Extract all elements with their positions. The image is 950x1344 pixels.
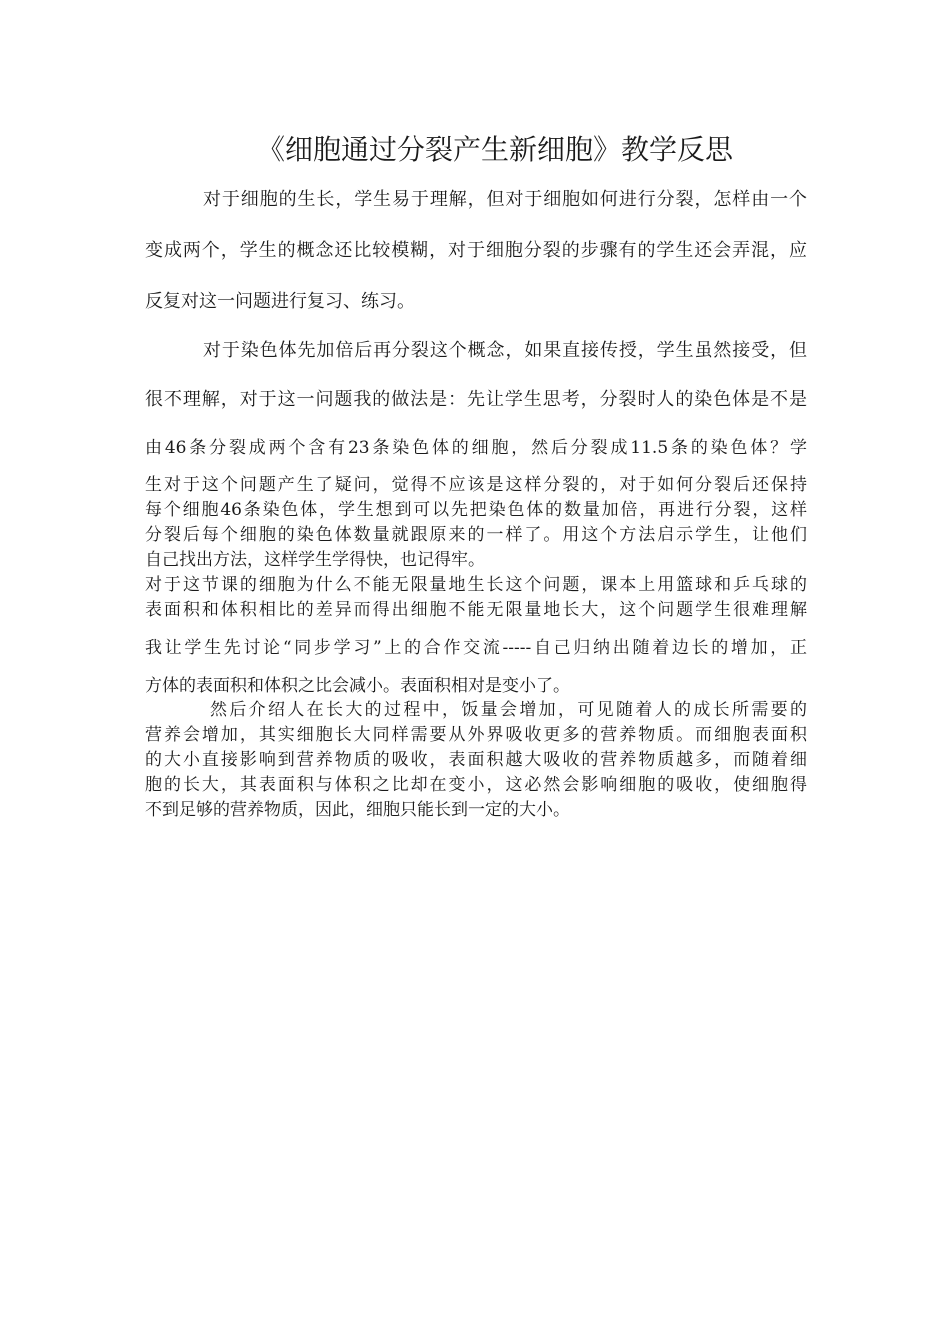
paragraph-4-line-5: 不到足够的营养物质，因此，细胞只能长到一定的大小。: [145, 800, 570, 820]
document-title: 《细胞通过分裂产生新细胞》教学反思: [256, 133, 733, 166]
paragraph-3-line-4: 方体的表面积和体积之比会减小。表面积相对是变小了。: [145, 676, 570, 696]
paragraph-3-line-2: 表面积和体积相比的差异而得出细胞不能无限量地长大，这个问题学生很难理解: [145, 600, 807, 620]
paragraph-2-line-1: 对于染色体先加倍后再分裂这个概念，如果直接传授，学生虽然接受，但: [203, 340, 807, 361]
paragraph-2-line-7: 自己找出方法，这样学生学得快，也记得牢。: [145, 550, 485, 570]
paragraph-3-line-1: 对于这节课的细胞为什么不能无限量地生长这个问题，课本上用篮球和乒乓球的: [145, 575, 807, 595]
paragraph-3-line-3: 我让学生先讨论“同步学习”上的合作交流-----自己归纳出随着边长的增加，正: [145, 638, 807, 658]
paragraph-4-line-4: 胞的长大，其表面积与体积之比却在变小，这必然会影响细胞的吸收，使细胞得: [145, 775, 807, 795]
paragraph-4-line-2: 营养会增加，其实细胞长大同样需要从外界吸收更多的营养物质。而细胞表面积: [145, 725, 807, 745]
paragraph-2-line-3: 由46条分裂成两个含有23条染色体的细胞，然后分裂成11.5条的染色体？学: [145, 438, 807, 458]
paragraph-4-line-1: 然后介绍人在长大的过程中，饭量会增加，可见随着人的成长所需要的: [210, 700, 807, 720]
paragraph-1-line-2: 变成两个，学生的概念还比较模糊，对于细胞分裂的步骤有的学生还会弄混，应: [145, 240, 807, 261]
paragraph-1-line-1: 对于细胞的生长，学生易于理解，但对于细胞如何进行分裂，怎样由一个: [203, 189, 807, 210]
paragraph-1-line-3: 反复对这一问题进行复习、练习。: [145, 291, 415, 312]
paragraph-2-line-4: 生对于这个问题产生了疑问，觉得不应该是这样分裂的，对于如何分裂后还保持: [145, 475, 807, 495]
paragraph-2-line-6: 分裂后每个细胞的染色体数量就跟原来的一样了。用这个方法启示学生，让他们: [145, 525, 807, 545]
paragraph-2-line-2: 很不理解，对于这一问题我的做法是：先让学生思考，分裂时人的染色体是不是: [145, 389, 807, 410]
paragraph-2-line-5: 每个细胞46条染色体，学生想到可以先把染色体的数量加倍，再进行分裂，这样: [145, 500, 807, 520]
paragraph-4-line-3: 的大小直接影响到营养物质的吸收，表面积越大吸收的营养物质越多，而随着细: [145, 750, 807, 770]
